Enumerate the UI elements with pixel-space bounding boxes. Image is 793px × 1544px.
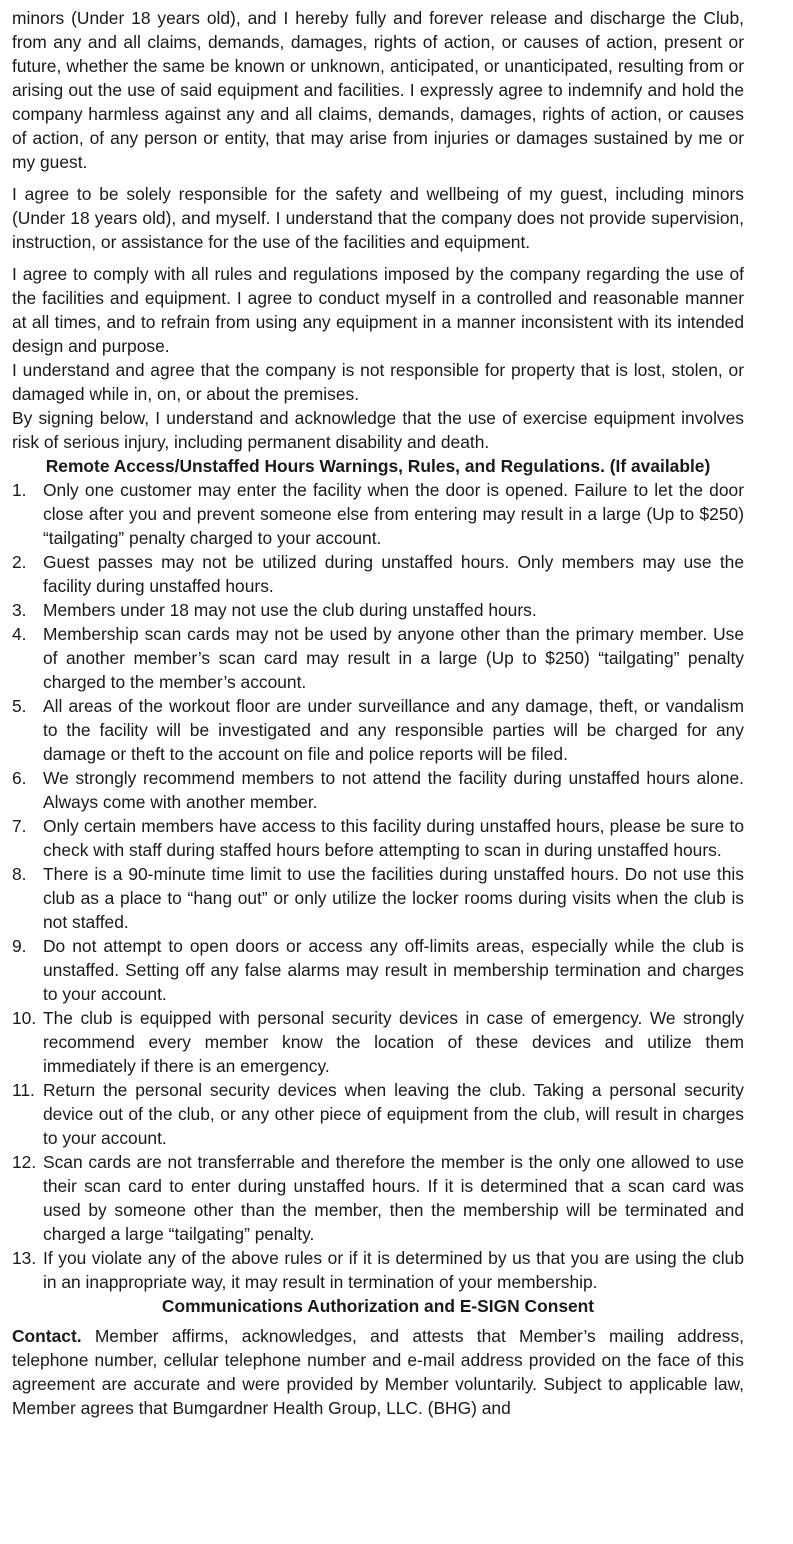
contact-text: Member affirms, acknowledges, and attests that Member’s mailing address, telephone number, cellular telephone number and e-mail address provided on the face of this agreement are accurate and were provided by Member voluntarily. Subject to applicable law, Member agrees that Bumgardner Health Group, LLC. (BHG) and [12,1326,744,1418]
responsibility-paragraph: I agree to be solely responsible for the safety and wellbeing of my guest, including minors (Under 18 years old), and myself. I understand that the company does not provide supervision, instruction, or assistance for the use of the facilities and equipment. [12,184,744,252]
rule-item [12,862,744,934]
rule-item [12,550,744,598]
rule-text: Membership scan cards may not be used by anyone other than the primary member. Use of another member’s scan card may result in a large (Up to $250) “tailgating” penalty charged to the member’s account. [43,624,744,692]
communications-heading: Communications Authorization and E-SIGN Consent [161,1296,595,1316]
rule-text: Scan cards are not transferrable and therefore the member is the only one allowed to use their scan card to enter during unstaffed hours. If it is determined that a scan card was used by someone other than the member, then the membership will be terminated and charged a large “tailgating” penalty. [43,1152,744,1244]
rule-item [12,1150,744,1246]
contact-label: Contact. [12,1326,82,1346]
rule-number: 11. [12,1080,35,1100]
rule-item [12,1246,744,1294]
property-paragraph: I understand and agree that the company is not responsible for property that is lost, stolen, or damaged while in, on, or about the premises. [12,360,744,404]
rule-text: Return the personal security devices when leaving the club. Taking a personal security device out of the club, or any other piece of equipment from the club, will result in charges to your account. [43,1080,744,1148]
rule-item [12,934,744,1006]
rule-number: 12. [12,1152,37,1172]
rule-number: 3. [12,600,27,620]
contact-paragraph [12,1324,744,1420]
rule-text: Only certain members have access to this facility during unstaffed hours, please be sure to check with staff during staffed hours before attempting to scan in during unstaffed hours. [43,816,744,860]
rule-text: There is a 90-minute time limit to use the facilities during unstaffed hours. Do not use this club as a place to “hang out” or only utilize the locker rooms during visits when the club is not staffed. [43,864,744,932]
rule-item [12,598,744,622]
rule-item [12,814,744,862]
rule-text: Do not attempt to open doors or access any off-limits areas, especially while the club is unstaffed. Setting off any false alarms may result in membership termination and charges to your account. [43,936,744,1004]
rule-text: The club is equipped with personal security devices in case of emergency. We strongly recommend every member know the location of these devices and utilize them immediately if there is an emergency. [43,1008,744,1076]
compliance-paragraph: I agree to comply with all rules and regulations imposed by the company regarding the use of the facilities and equipment. I agree to conduct myself in a controlled and reasonable manner at all times, and to refrain from using any equipment in a manner inconsistent with its intended design and purpose. [12,264,744,356]
release-paragraph: minors (Under 18 years old), and I hereby fully and forever release and discharge the Club, from any and all claims, demands, damages, rights of action, or causes of action, present or future, whether the same be known or unknown, anticipated, or unanticipated, resulting from or arising out the use of said equipment and facilities. I expressly agree to indemnify and hold the company harmless against any and all claims, demands, damages, rights of action, or causes of action, of any person or entity, that may arise from injuries or damages sustained by me or my guest. [12,8,744,172]
rule-text: Members under 18 may not use the club during unstaffed hours. [43,600,537,620]
rule-number: 9. [12,936,27,956]
rule-number: 2. [12,552,27,572]
rule-text: Only one customer may enter the facility when the door is opened. Failure to let the door close after you and prevent someone else from entering may result in a large (Up to $250) “tailgating” penalty charged to your account. [43,480,744,548]
rule-number: 4. [12,624,27,644]
rule-text: We strongly recommend members to not attend the facility during unstaffed hours alone. Always come with another member. [43,768,744,812]
rule-number: 13. [12,1248,37,1268]
rule-number: 7. [12,816,27,836]
acknowledge-paragraph: By signing below, I understand and acknowledge that the use of exercise equipment involves risk of serious injury, including permanent disability and death. [12,408,744,452]
rule-text: Guest passes may not be utilized during unstaffed hours. Only members may use the facility during unstaffed hours. [43,552,744,596]
rule-item [12,622,744,694]
rule-item [12,1006,744,1078]
rule-number: 5. [12,696,27,716]
rule-number: 8. [12,864,27,884]
rule-item [12,694,744,766]
rule-item [12,1078,744,1150]
rule-number: 1. [12,480,27,500]
rule-number: 6. [12,768,27,788]
rule-item [12,478,744,550]
rule-text: If you violate any of the above rules or if it is determined by us that you are using the club in an inappropriate way, it may result in termination of your membership. [43,1248,744,1292]
rule-text: All areas of the workout floor are under surveillance and any damage, theft, or vandalism to the facility will be investigated and any responsible parties will be charged for any damage or theft to the account on file and police reports will be filed. [43,696,744,764]
rule-item [12,766,744,814]
rules-list [12,478,744,1294]
rule-number: 10. [12,1008,37,1028]
rules-heading: Remote Access/Unstaffed Hours Warnings, Rules, and Regulations. (If available) [45,456,711,476]
